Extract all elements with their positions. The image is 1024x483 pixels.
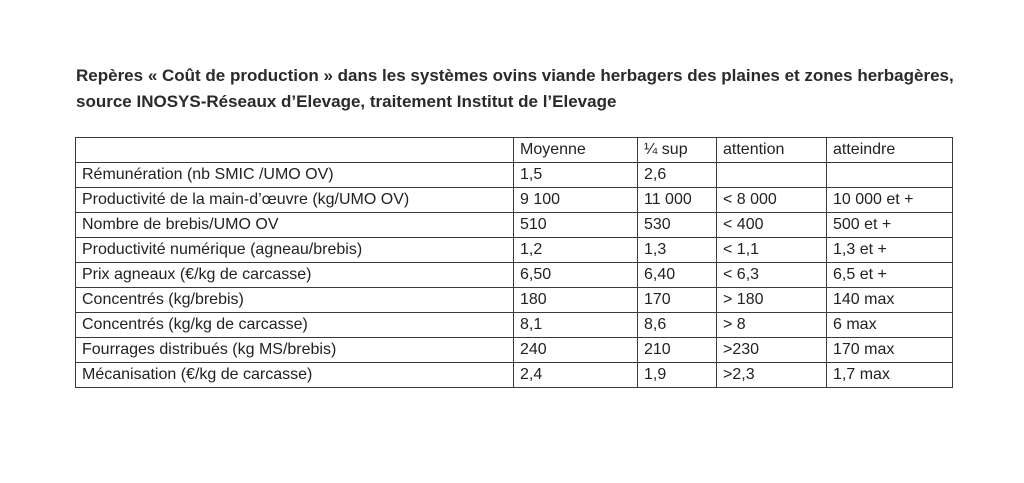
indicator-cell: Fourrages distribués (kg MS/brebis) (76, 338, 514, 363)
table-header-row (76, 138, 953, 163)
table-row (76, 313, 953, 338)
attention-cell: < 400 (717, 213, 827, 238)
table-row (76, 213, 953, 238)
atteindre-cell: 1,7 max (827, 363, 953, 388)
quart-sup-cell: 1,9 (638, 363, 717, 388)
attention-cell: >2,3 (717, 363, 827, 388)
quart-sup-cell: 210 (638, 338, 717, 363)
indicator-cell: Nombre de brebis/UMO OV (76, 213, 514, 238)
quart-sup-cell: 8,6 (638, 313, 717, 338)
header-cell-indicator (76, 138, 514, 163)
header-cell-moyenne: Moyenne (514, 138, 638, 163)
atteindre-cell: 10 000 et + (827, 188, 953, 213)
indicator-cell: Concentrés (kg/kg de carcasse) (76, 313, 514, 338)
moyenne-cell: 8,1 (514, 313, 638, 338)
indicator-cell: Productivité de la main-d’œuvre (kg/UMO OV) (76, 188, 514, 213)
atteindre-cell: 1,3 et + (827, 238, 953, 263)
cost-benchmark-table (75, 137, 953, 388)
attention-cell: >230 (717, 338, 827, 363)
attention-cell: > 180 (717, 288, 827, 313)
moyenne-cell: 1,2 (514, 238, 638, 263)
moyenne-cell: 1,5 (514, 163, 638, 188)
quart-sup-cell: 2,6 (638, 163, 717, 188)
moyenne-cell: 180 (514, 288, 638, 313)
quart-sup-cell: 11 000 (638, 188, 717, 213)
attention-cell: > 8 (717, 313, 827, 338)
moyenne-cell: 2,4 (514, 363, 638, 388)
table-row (76, 263, 953, 288)
moyenne-cell: 9 100 (514, 188, 638, 213)
header-cell-attention: attention (717, 138, 827, 163)
atteindre-cell: 140 max (827, 288, 953, 313)
table-row (76, 238, 953, 263)
document-title: Repères « Coût de production » dans les systèmes ovins viande herbagers des plaines et zones herbagères, source INOSYS-Réseaux d’Elevage, traitement Institut de l’Elevage (76, 66, 954, 111)
indicator-cell: Concentrés (kg/brebis) (76, 288, 514, 313)
indicator-cell: Rémunération (nb SMIC /UMO OV) (76, 163, 514, 188)
atteindre-cell: 6 max (827, 313, 953, 338)
indicator-cell: Mécanisation (€/kg de carcasse) (76, 363, 514, 388)
table-row (76, 288, 953, 313)
quart-sup-cell: 530 (638, 213, 717, 238)
table-row (76, 363, 953, 388)
attention-cell: < 6,3 (717, 263, 827, 288)
atteindre-cell: 500 et + (827, 213, 953, 238)
indicator-cell: Productivité numérique (agneau/brebis) (76, 238, 514, 263)
atteindre-cell: 6,5 et + (827, 263, 953, 288)
moyenne-cell: 240 (514, 338, 638, 363)
quart-sup-cell: 170 (638, 288, 717, 313)
header-cell-quart-sup: ¼ sup (638, 138, 717, 163)
moyenne-cell: 6,50 (514, 263, 638, 288)
indicator-cell: Prix agneaux (€/kg de carcasse) (76, 263, 514, 288)
quart-sup-cell: 6,40 (638, 263, 717, 288)
table-row (76, 163, 953, 188)
attention-cell: < 1,1 (717, 238, 827, 263)
attention-cell (717, 163, 827, 188)
header-cell-atteindre: atteindre (827, 138, 953, 163)
attention-cell: < 8 000 (717, 188, 827, 213)
moyenne-cell: 510 (514, 213, 638, 238)
table-row (76, 338, 953, 363)
atteindre-cell: 170 max (827, 338, 953, 363)
atteindre-cell (827, 163, 953, 188)
table-row (76, 188, 953, 213)
quart-sup-cell: 1,3 (638, 238, 717, 263)
